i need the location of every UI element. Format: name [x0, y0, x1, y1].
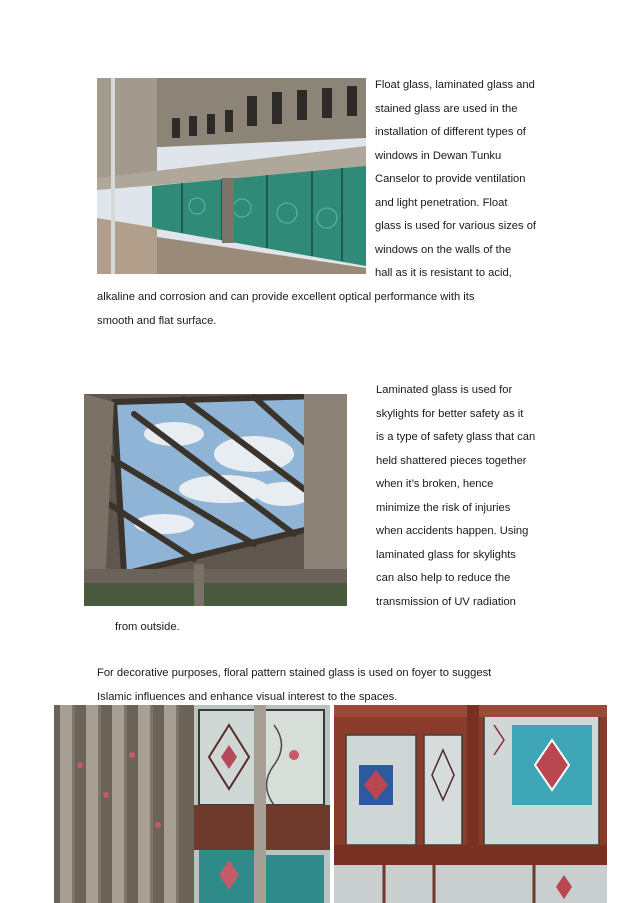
paragraph-line: transmission of UV radiation: [376, 595, 516, 608]
float-glass-building-photo: [97, 78, 366, 274]
paragraph-line: from outside.: [115, 621, 180, 633]
paragraph-line: alkaline and corrosion and can provide excellent optical performance with its: [97, 291, 475, 303]
paragraph-line: Float glass, laminated glass and: [375, 79, 535, 91]
paragraph-line: minimize the risk of injuries: [376, 501, 511, 514]
laminated-glass-skylight-photo: [84, 394, 347, 606]
paragraph-line: Islamic influences and enhance visual interest to the spaces.: [97, 690, 398, 703]
stained-glass-window-photo: [334, 705, 607, 903]
paragraph-line: can also help to reduce the: [376, 572, 511, 584]
paragraph-line: For decorative purposes, floral pattern stained glass is used on foyer to suggest: [97, 667, 492, 679]
paragraph-line: and light penetration. Float: [375, 196, 508, 209]
paragraph-line: when accidents happen. Using: [376, 525, 529, 537]
paragraph-line: Canselor to provide ventilation: [375, 173, 526, 185]
paragraph-line: hall as it is resistant to acid,: [375, 267, 512, 279]
paragraph-line: Laminated glass is used for: [376, 384, 513, 396]
paragraph-line: laminated glass for skylights: [376, 548, 516, 561]
stained-glass-columns-photo: [54, 705, 330, 903]
paragraph-line: stained glass are used in the: [375, 102, 518, 115]
paragraph-line: smooth and flat surface.: [97, 314, 217, 327]
paragraph-line: skylights for better safety as it: [376, 407, 524, 420]
paragraph-line: is a type of safety glass that can: [376, 431, 536, 443]
paragraph-line: when it’s broken, hence: [376, 478, 494, 490]
paragraph-line: glass is used for various sizes of: [375, 220, 537, 232]
paragraph-line: installation of different types of: [375, 126, 526, 138]
paragraph-line: windows in Dewan Tunku: [375, 149, 502, 162]
paragraph-line: held shattered pieces together: [376, 454, 527, 467]
paragraph-line: windows on the walls of the: [375, 243, 512, 256]
